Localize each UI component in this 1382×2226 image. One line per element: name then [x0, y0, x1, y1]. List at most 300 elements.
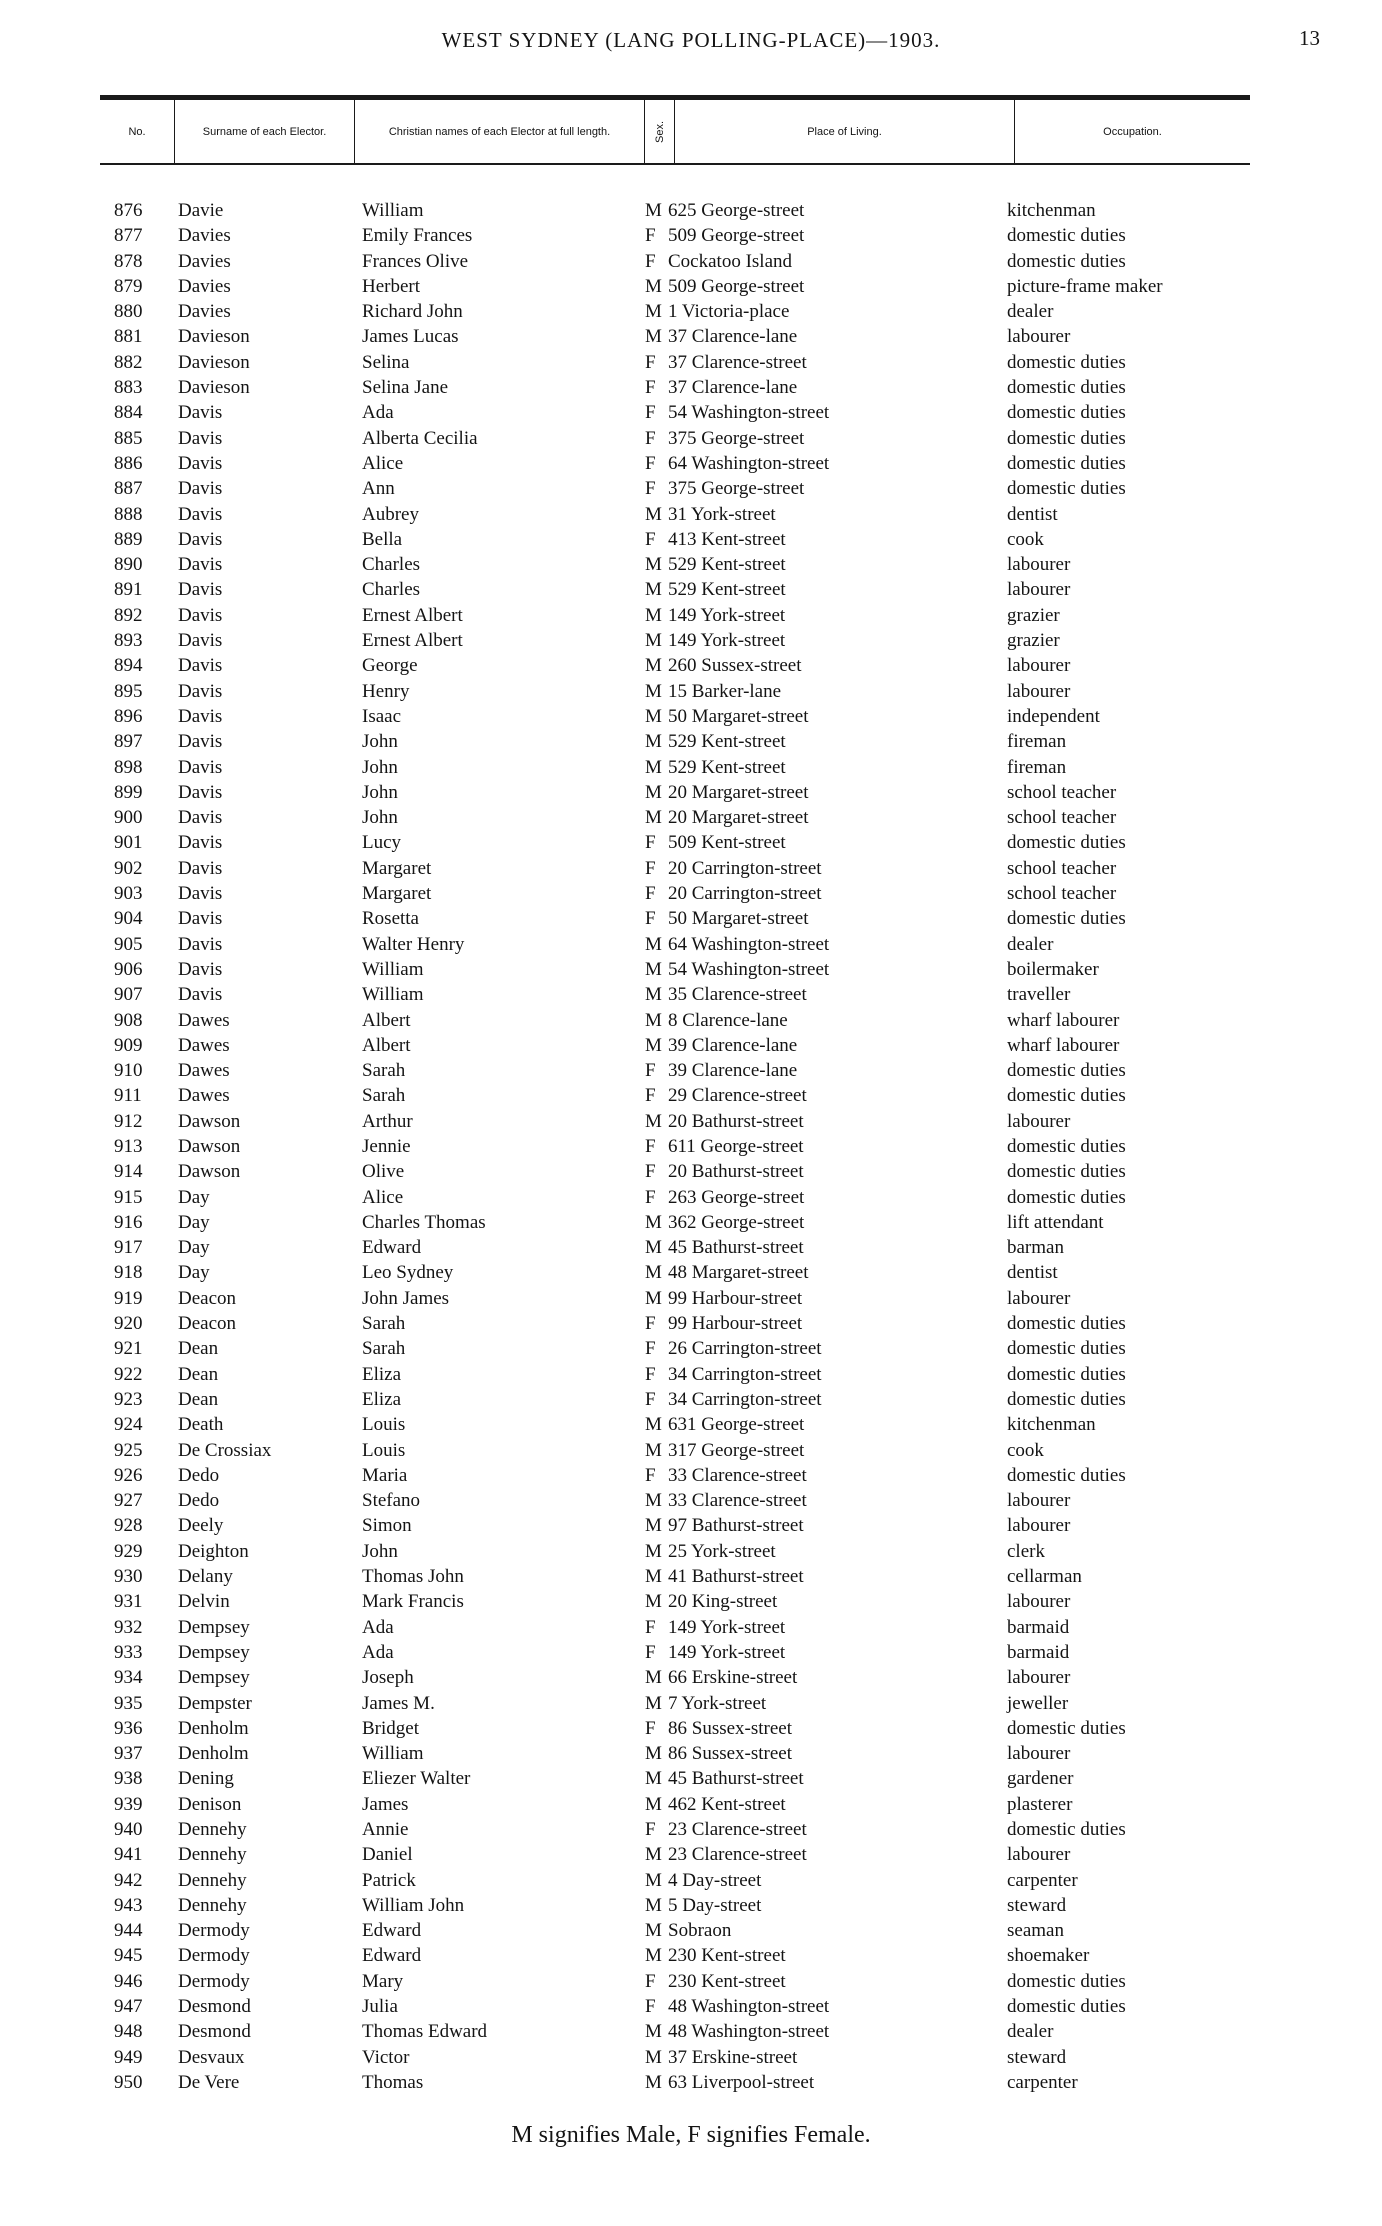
elector-surname: Davis	[178, 857, 223, 879]
elector-sex: M	[645, 200, 662, 221]
elector-occupation: domestic duties	[1007, 1363, 1126, 1385]
elector-christian-names: John James	[362, 1287, 450, 1309]
elector-place-of-living: 149 York-street	[668, 1641, 786, 1663]
elector-number: 905	[114, 933, 143, 955]
elector-occupation: traveller	[1007, 984, 1071, 1006]
elector-christian-names: Sarah	[362, 1338, 406, 1360]
elector-number: 918	[114, 1262, 143, 1284]
elector-occupation: cellarman	[1007, 1566, 1082, 1588]
elector-place-of-living: 99 Harbour-street	[668, 1313, 803, 1335]
elector-row	[0, 1109, 1382, 1134]
elector-place-of-living: 263 George-street	[668, 1186, 805, 1208]
elector-surname: Davis	[178, 781, 223, 803]
column-header-sex	[645, 100, 675, 163]
elector-occupation: dealer	[1007, 2021, 1054, 2043]
elector-place-of-living: 39 Clarence-lane	[668, 1034, 798, 1056]
elector-place-of-living: 45 Bathurst-street	[668, 1768, 804, 1790]
elector-surname: Davis	[178, 579, 223, 601]
elector-number: 897	[114, 731, 143, 753]
elector-occupation: labourer	[1007, 680, 1071, 702]
elector-number: 891	[114, 579, 143, 601]
elector-surname: Deely	[178, 1515, 224, 1537]
elector-occupation: school teacher	[1007, 883, 1117, 905]
elector-number: 923	[114, 1388, 143, 1410]
elector-number: 910	[114, 1060, 143, 1082]
elector-place-of-living: 529 Kent-street	[668, 756, 786, 778]
elector-sex: F	[645, 377, 656, 399]
elector-occupation: dentist	[1007, 503, 1058, 525]
elector-christian-names: William	[362, 200, 424, 221]
elector-surname: Davies	[178, 225, 231, 247]
elector-number: 928	[114, 1515, 143, 1537]
elector-number: 877	[114, 225, 143, 247]
elector-number: 881	[114, 326, 143, 348]
elector-number: 929	[114, 1540, 143, 1562]
elector-number: 892	[114, 604, 143, 626]
elector-place-of-living: 509 Kent-street	[668, 832, 786, 854]
elector-surname: Day	[178, 1211, 210, 1233]
elector-surname: Death	[178, 1414, 224, 1436]
elector-surname: Dermody	[178, 1945, 250, 1967]
elector-christian-names: Annie	[362, 1819, 409, 1840]
elector-place-of-living: 20 Bathurst-street	[668, 1161, 804, 1183]
elector-number: 924	[114, 1414, 143, 1436]
elector-number: 912	[114, 1110, 143, 1132]
elector-christian-names: Charles	[362, 554, 421, 576]
elector-christian-names: Walter Henry	[362, 933, 465, 955]
elector-christian-names: George	[362, 655, 418, 677]
elector-sex: M	[645, 756, 662, 778]
elector-occupation: plasterer	[1007, 1793, 1073, 1815]
elector-number: 937	[114, 1743, 143, 1765]
elector-occupation: labourer	[1007, 1490, 1071, 1512]
elector-surname: Delvin	[178, 1591, 230, 1613]
elector-christian-names: Ada	[362, 1641, 394, 1663]
elector-christian-names: Ada	[362, 402, 394, 424]
elector-number: 894	[114, 655, 143, 677]
elector-place-of-living: 48 Washington-street	[668, 2021, 830, 2043]
elector-christian-names: Leo Sydney	[362, 1262, 454, 1284]
elector-place-of-living: 529 Kent-street	[668, 731, 786, 753]
column-header-christian-names: Christian names of each Elector at full length.	[355, 100, 645, 163]
elector-occupation: carpenter	[1007, 1869, 1078, 1891]
elector-surname: Davis	[178, 756, 223, 778]
elector-place-of-living: 529 Kent-street	[668, 579, 786, 601]
elector-christian-names: Edward	[362, 1237, 422, 1259]
elector-occupation: domestic duties	[1007, 351, 1126, 373]
elector-row	[0, 1691, 1382, 1716]
elector-number: 909	[114, 1034, 143, 1056]
elector-occupation: clerk	[1007, 1540, 1045, 1562]
elector-row	[0, 1994, 1382, 2019]
elector-number: 932	[114, 1616, 143, 1638]
elector-place-of-living: 631 George-street	[668, 1414, 805, 1436]
elector-sex: F	[645, 1363, 656, 1385]
column-header-occupation: Occupation.	[1103, 125, 1162, 138]
elector-sex: M	[645, 655, 662, 677]
elector-occupation: cook	[1007, 528, 1044, 550]
elector-number: 902	[114, 857, 143, 879]
page-title: WEST SYDNEY (LANG POLLING-PLACE)—1903.	[441, 28, 941, 52]
elector-number: 938	[114, 1768, 143, 1790]
elector-place-of-living: Sobraon	[668, 1920, 732, 1942]
elector-number: 878	[114, 250, 143, 272]
elector-christian-names: Henry	[362, 680, 410, 702]
sex-legend-note: M signifies Male, F signifies Female.	[511, 2122, 871, 2148]
elector-occupation: seaman	[1007, 1920, 1064, 1942]
elector-sex: F	[645, 883, 656, 905]
elector-christian-names: James Lucas	[362, 326, 459, 348]
elector-surname: Dawes	[178, 1060, 230, 1082]
elector-surname: De Crossiax	[178, 1439, 272, 1461]
elector-place-of-living: 31 York-street	[668, 503, 776, 525]
elector-occupation: school teacher	[1007, 807, 1117, 829]
elector-surname: Delany	[178, 1566, 233, 1588]
elector-surname: Davis	[178, 528, 223, 550]
elector-occupation: picture-frame maker	[1007, 275, 1163, 297]
elector-christian-names: Margaret	[362, 883, 432, 905]
elector-place-of-living: 20 Carrington-street	[668, 857, 822, 879]
elector-occupation: domestic duties	[1007, 402, 1126, 424]
elector-surname: Dening	[178, 1768, 234, 1790]
elector-occupation: gardener	[1007, 1768, 1074, 1790]
elector-christian-names: William	[362, 1743, 424, 1765]
elector-row	[0, 1185, 1382, 1210]
elector-surname: Dean	[178, 1363, 219, 1385]
elector-surname: Dedo	[178, 1464, 220, 1486]
elector-christian-names: Richard John	[362, 301, 463, 323]
elector-occupation: boilermaker	[1007, 958, 1099, 980]
elector-place-of-living: 317 George-street	[668, 1439, 805, 1461]
elector-surname: Davis	[178, 832, 223, 854]
elector-christian-names: Albert	[362, 1034, 411, 1056]
elector-row	[0, 805, 1382, 830]
elector-row	[0, 1159, 1382, 1184]
elector-number: 936	[114, 1717, 143, 1739]
elector-sex: M	[645, 2071, 662, 2093]
elector-place-of-living: 34 Carrington-street	[668, 1363, 822, 1385]
elector-surname: Davis	[178, 554, 223, 576]
elector-surname: Dempsey	[178, 1667, 250, 1689]
elector-sex: F	[645, 250, 656, 272]
elector-occupation: shoemaker	[1007, 1945, 1090, 1967]
elector-place-of-living: 149 York-street	[668, 1616, 786, 1638]
elector-sex: M	[645, 1844, 662, 1866]
elector-christian-names: Ernest Albert	[362, 630, 463, 652]
elector-row	[0, 1438, 1382, 1463]
elector-place-of-living: 50 Margaret-street	[668, 908, 809, 930]
elector-place-of-living: 20 Carrington-street	[668, 883, 822, 905]
elector-occupation: domestic duties	[1007, 478, 1126, 500]
elector-christian-names: Louis	[362, 1439, 406, 1461]
elector-surname: Davis	[178, 604, 223, 626]
elector-sex: M	[645, 1566, 662, 1588]
elector-surname: Dawes	[178, 1009, 230, 1031]
elector-row	[0, 502, 1382, 527]
elector-sex: M	[645, 1667, 662, 1689]
elector-sex: M	[645, 1439, 662, 1461]
elector-christian-names: Mark Francis	[362, 1591, 464, 1613]
elector-number: 908	[114, 1009, 143, 1031]
elector-sex: M	[645, 958, 662, 980]
elector-row	[0, 679, 1382, 704]
elector-occupation: school teacher	[1007, 857, 1117, 879]
elector-row	[0, 1918, 1382, 1943]
elector-christian-names: Ernest Albert	[362, 604, 463, 626]
elector-occupation: domestic duties	[1007, 1970, 1126, 1992]
elector-occupation: domestic duties	[1007, 1996, 1126, 2018]
elector-christian-names: Alice	[362, 452, 404, 474]
elector-christian-names: John	[362, 756, 398, 778]
elector-surname: Davieson	[178, 377, 250, 399]
elector-row	[0, 2070, 1382, 2095]
elector-sex: M	[645, 1591, 662, 1613]
elector-sex: M	[645, 275, 662, 297]
elector-christian-names: Isaac	[362, 705, 402, 727]
elector-sex: M	[645, 1894, 662, 1916]
elector-sex: M	[645, 1692, 662, 1714]
elector-surname: Dempster	[178, 1692, 252, 1714]
elector-row	[0, 1792, 1382, 1817]
elector-sex: M	[645, 1211, 662, 1233]
elector-surname: Davie	[178, 200, 224, 221]
elector-sex: M	[645, 1034, 662, 1056]
elector-number: 939	[114, 1793, 143, 1815]
elector-place-of-living: 413 Kent-street	[668, 528, 786, 550]
elector-occupation: domestic duties	[1007, 1717, 1126, 1739]
elector-occupation: labourer	[1007, 554, 1071, 576]
elector-number: 949	[114, 2046, 143, 2068]
elector-number: 927	[114, 1490, 143, 1512]
elector-number: 940	[114, 1819, 143, 1840]
elector-surname: Dennehy	[178, 1869, 247, 1891]
elector-christian-names: Edward	[362, 1920, 422, 1942]
elector-place-of-living: 37 Clarence-street	[668, 351, 807, 373]
elector-place-of-living: 4 Day-street	[668, 1869, 762, 1891]
elector-surname: Davis	[178, 933, 223, 955]
page-number: 13	[1299, 26, 1320, 50]
elector-row	[0, 274, 1382, 299]
elector-place-of-living: Cockatoo Island	[668, 250, 793, 272]
elector-surname: Dempsey	[178, 1641, 250, 1663]
elector-place-of-living: 462 Kent-street	[668, 1793, 786, 1815]
elector-place-of-living: 48 Margaret-street	[668, 1262, 809, 1284]
elector-sex: M	[645, 807, 662, 829]
elector-christian-names: William	[362, 984, 424, 1006]
elector-row	[0, 2045, 1382, 2070]
elector-number: 913	[114, 1135, 143, 1157]
elector-row	[0, 1235, 1382, 1260]
elector-christian-names: Eliza	[362, 1388, 402, 1410]
elector-christian-names: Thomas	[362, 2071, 424, 2093]
elector-row	[0, 1817, 1382, 1842]
elector-occupation: wharf labourer	[1007, 1009, 1120, 1031]
elector-number: 883	[114, 377, 143, 399]
elector-surname: Davis	[178, 452, 223, 474]
elector-place-of-living: 15 Barker-lane	[668, 680, 782, 702]
elector-row	[0, 1665, 1382, 1690]
elector-sex: F	[645, 1186, 656, 1208]
elector-christian-names: William John	[362, 1894, 465, 1916]
elector-surname: Davieson	[178, 351, 250, 373]
elector-occupation: domestic duties	[1007, 377, 1126, 399]
elector-place-of-living: 99 Harbour-street	[668, 1287, 803, 1309]
elector-place-of-living: 45 Bathurst-street	[668, 1237, 804, 1259]
elector-row	[0, 223, 1382, 248]
elector-sex: F	[645, 857, 656, 879]
elector-place-of-living: 23 Clarence-street	[668, 1819, 807, 1840]
elector-place-of-living: 230 Kent-street	[668, 1945, 786, 1967]
elector-place-of-living: 64 Washington-street	[668, 933, 830, 955]
elector-row	[0, 1311, 1382, 1336]
elector-place-of-living: 20 Margaret-street	[668, 807, 809, 829]
elector-number: 906	[114, 958, 143, 980]
elector-occupation: labourer	[1007, 326, 1071, 348]
elector-place-of-living: 362 George-street	[668, 1211, 805, 1233]
elector-row	[0, 1286, 1382, 1311]
elector-occupation: steward	[1007, 2046, 1067, 2068]
elector-surname: Dawson	[178, 1135, 241, 1157]
elector-row	[0, 1412, 1382, 1437]
elector-occupation: domestic duties	[1007, 1186, 1126, 1208]
elector-christian-names: Alberta Cecilia	[362, 427, 478, 449]
elector-place-of-living: 20 Bathurst-street	[668, 1110, 804, 1132]
elector-place-of-living: 63 Liverpool-street	[668, 2071, 815, 2093]
elector-occupation: kitchenman	[1007, 200, 1096, 221]
elector-place-of-living: 33 Clarence-street	[668, 1490, 807, 1512]
elector-occupation: fireman	[1007, 756, 1067, 778]
elector-surname: Davis	[178, 958, 223, 980]
elector-occupation: domestic duties	[1007, 250, 1126, 272]
elector-row	[0, 1387, 1382, 1412]
elector-christian-names: Edward	[362, 1945, 422, 1967]
elector-number: 876	[114, 200, 143, 221]
elector-row	[0, 249, 1382, 274]
elector-sex: M	[645, 1009, 662, 1031]
elector-row	[0, 375, 1382, 400]
elector-occupation: domestic duties	[1007, 452, 1126, 474]
elector-number: 882	[114, 351, 143, 373]
elector-number: 886	[114, 452, 143, 474]
elector-row	[0, 856, 1382, 881]
column-header-surname: Surname of each Elector.	[175, 100, 355, 163]
elector-number: 944	[114, 1920, 143, 1942]
elector-christian-names: Joseph	[362, 1667, 414, 1689]
elector-surname: Dean	[178, 1338, 219, 1360]
elector-sex: M	[645, 503, 662, 525]
elector-row	[0, 400, 1382, 425]
elector-place-of-living: 35 Clarence-street	[668, 984, 807, 1006]
elector-surname: Davis	[178, 705, 223, 727]
elector-row	[0, 957, 1382, 982]
elector-sex: M	[645, 731, 662, 753]
elector-sex: M	[645, 1110, 662, 1132]
elector-number: 904	[114, 908, 143, 930]
elector-sex: M	[645, 1793, 662, 1815]
elector-row	[0, 299, 1382, 324]
elector-number: 934	[114, 1667, 143, 1689]
elector-occupation: domestic duties	[1007, 1060, 1126, 1082]
elector-surname: Denholm	[178, 1743, 249, 1765]
elector-place-of-living: 86 Sussex-street	[668, 1743, 793, 1765]
elector-sex: F	[645, 1161, 656, 1183]
elector-row	[0, 1741, 1382, 1766]
elector-christian-names: Charles	[362, 579, 421, 601]
elector-christian-names: Albert	[362, 1009, 411, 1031]
elector-occupation: labourer	[1007, 1743, 1071, 1765]
elector-row	[0, 603, 1382, 628]
elector-occupation: carpenter	[1007, 2071, 1078, 2093]
elector-sex: F	[645, 452, 656, 474]
elector-place-of-living: 20 Margaret-street	[668, 781, 809, 803]
elector-place-of-living: 54 Washington-street	[668, 402, 830, 424]
elector-sex: F	[645, 402, 656, 424]
elector-sex: M	[645, 301, 662, 323]
elector-sex: M	[645, 1515, 662, 1537]
elector-surname: Dempsey	[178, 1616, 250, 1638]
elector-number: 919	[114, 1287, 143, 1309]
elector-christian-names: Eliza	[362, 1363, 402, 1385]
elector-number: 931	[114, 1591, 143, 1613]
elector-surname: Dawes	[178, 1085, 230, 1107]
elector-sex: M	[645, 1490, 662, 1512]
elector-occupation: domestic duties	[1007, 832, 1126, 854]
elector-occupation: dealer	[1007, 301, 1054, 323]
elector-occupation: dentist	[1007, 1262, 1058, 1284]
elector-sex: F	[645, 1085, 656, 1107]
elector-christian-names: Herbert	[362, 275, 421, 297]
elector-sex: M	[645, 1945, 662, 1967]
elector-sex: F	[645, 351, 656, 373]
elector-sex: F	[645, 225, 656, 247]
elector-row	[0, 881, 1382, 906]
elector-occupation: domestic duties	[1007, 225, 1126, 247]
column-header-sex-label: Sex.	[653, 120, 666, 143]
elector-sex: M	[645, 984, 662, 1006]
elector-sex: F	[645, 478, 656, 500]
elector-surname: Dennehy	[178, 1819, 247, 1840]
elector-number: 941	[114, 1844, 143, 1866]
elector-place-of-living: 1 Victoria-place	[668, 301, 790, 323]
elector-number: 945	[114, 1945, 143, 1967]
elector-place-of-living: 64 Washington-street	[668, 452, 830, 474]
elector-row	[0, 704, 1382, 729]
elector-place-of-living: 33 Clarence-street	[668, 1464, 807, 1486]
elector-row	[0, 476, 1382, 501]
elector-place-of-living: 509 George-street	[668, 275, 805, 297]
elector-occupation: barman	[1007, 1237, 1064, 1259]
elector-sex: M	[645, 630, 662, 652]
elector-occupation: wharf labourer	[1007, 1034, 1120, 1056]
elector-number: 899	[114, 781, 143, 803]
elector-place-of-living: 529 Kent-street	[668, 554, 786, 576]
column-header-place: Place of Living.	[675, 100, 1015, 163]
elector-number: 887	[114, 478, 143, 500]
elector-occupation: domestic duties	[1007, 427, 1126, 449]
elector-christian-names: Charles Thomas	[362, 1211, 486, 1233]
elector-sex: F	[645, 1717, 656, 1739]
elector-christian-names: Sarah	[362, 1313, 406, 1335]
elector-occupation: steward	[1007, 1894, 1067, 1916]
elector-number: 903	[114, 883, 143, 905]
elector-sex: F	[645, 832, 656, 854]
elector-surname: Dawson	[178, 1110, 241, 1132]
elector-sex: F	[645, 1060, 656, 1082]
elector-place-of-living: 34 Carrington-street	[668, 1388, 822, 1410]
elector-number: 879	[114, 275, 143, 297]
elector-sex: M	[645, 1743, 662, 1765]
elector-place-of-living: 50 Margaret-street	[668, 705, 809, 727]
